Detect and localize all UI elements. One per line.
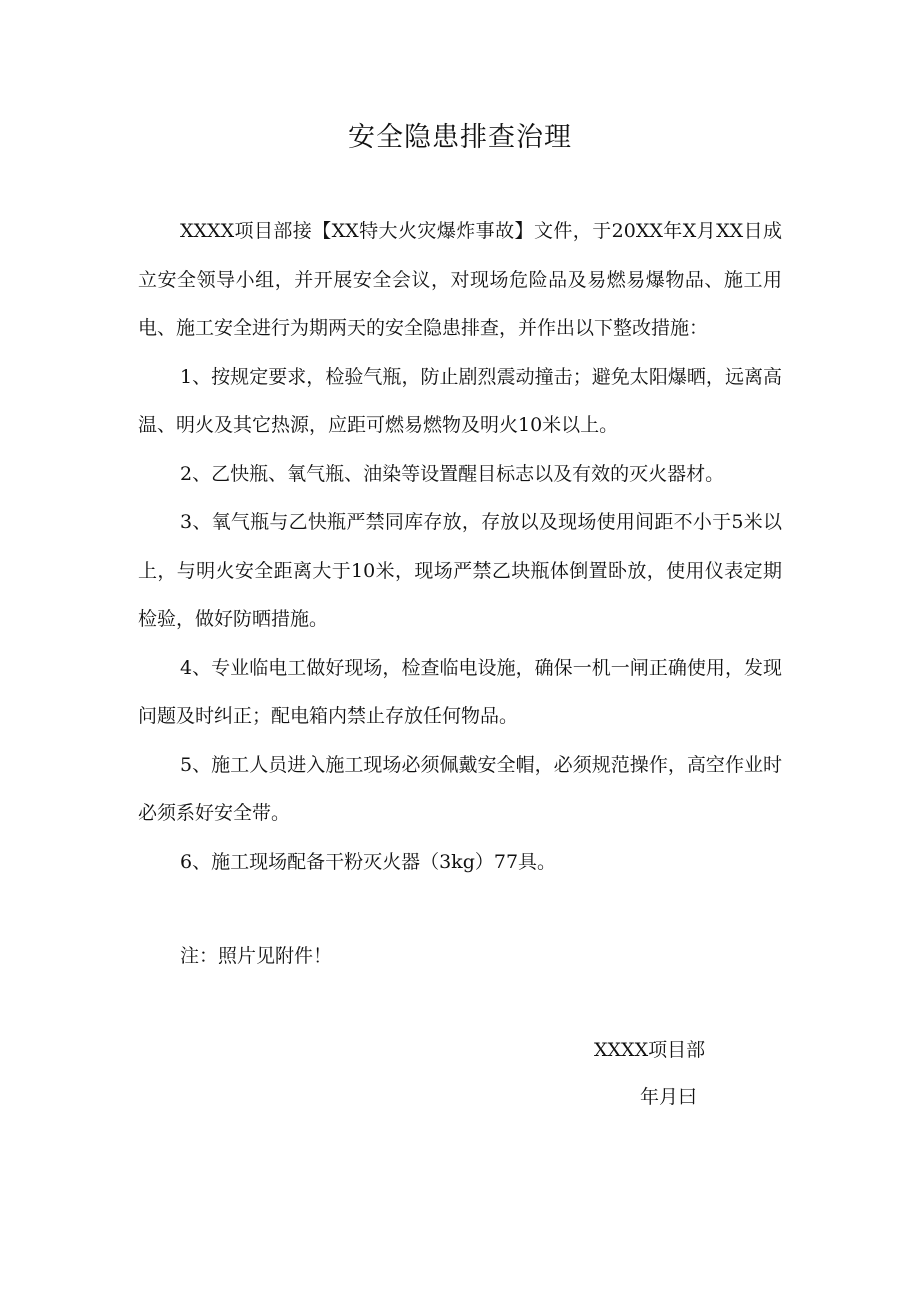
measure-item-1: 1、按规定要求，检验气瓶，防止剧烈震动撞击；避免太阳爆晒，远离高温、明火及其它热源，应距可燃易燃物及明火10米以上。 [138, 365, 782, 436]
measure-item-3: 3、氧气瓶与乙快瓶严禁同库存放，存放以及现场使用间距不小于5米以上，与明火安全距离大于10米，现场严禁乙块瓶体倒置卧放，使用仪表定期检验，做好防晒措施。 [138, 511, 782, 630]
measure-item-5: 5、施工人员进入施工现场必须佩戴安全帽，必须规范操作，高空作业时必须系好安全带。 [138, 753, 782, 824]
attachment-note: 注：照片见附件！ [180, 945, 333, 967]
measure-item-2: 2、乙快瓶、氧气瓶、油染等设置醒目标志以及有效的灭火器材。 [180, 462, 725, 485]
document-body [138, 207, 782, 886]
intro-paragraph: XXXX项目部接【XX特大火灾爆炸事故】文件，于20XX年X月XX日成立安全领导小组，并开展安全会议，对现场危险品及易燃易爆物品、施工用电、施工安全进行为期两天的安全隐患排查，并作出以下整改措施： [138, 220, 782, 339]
signature-date: 年月曰 [640, 1086, 698, 1108]
measure-item-4: 4、专业临电工做好现场，检查临电设施，确保一机一闸正确使用，发现问题及时纠正；配电箱内禁止存放任何物品。 [138, 656, 782, 727]
measure-item-6: 6、施工现场配备干粉灭火器（3kg）77具。 [180, 850, 557, 873]
document-title: 安全隐患排查治理 [348, 122, 572, 153]
signature-department: XXXX项目部 [594, 1039, 706, 1061]
